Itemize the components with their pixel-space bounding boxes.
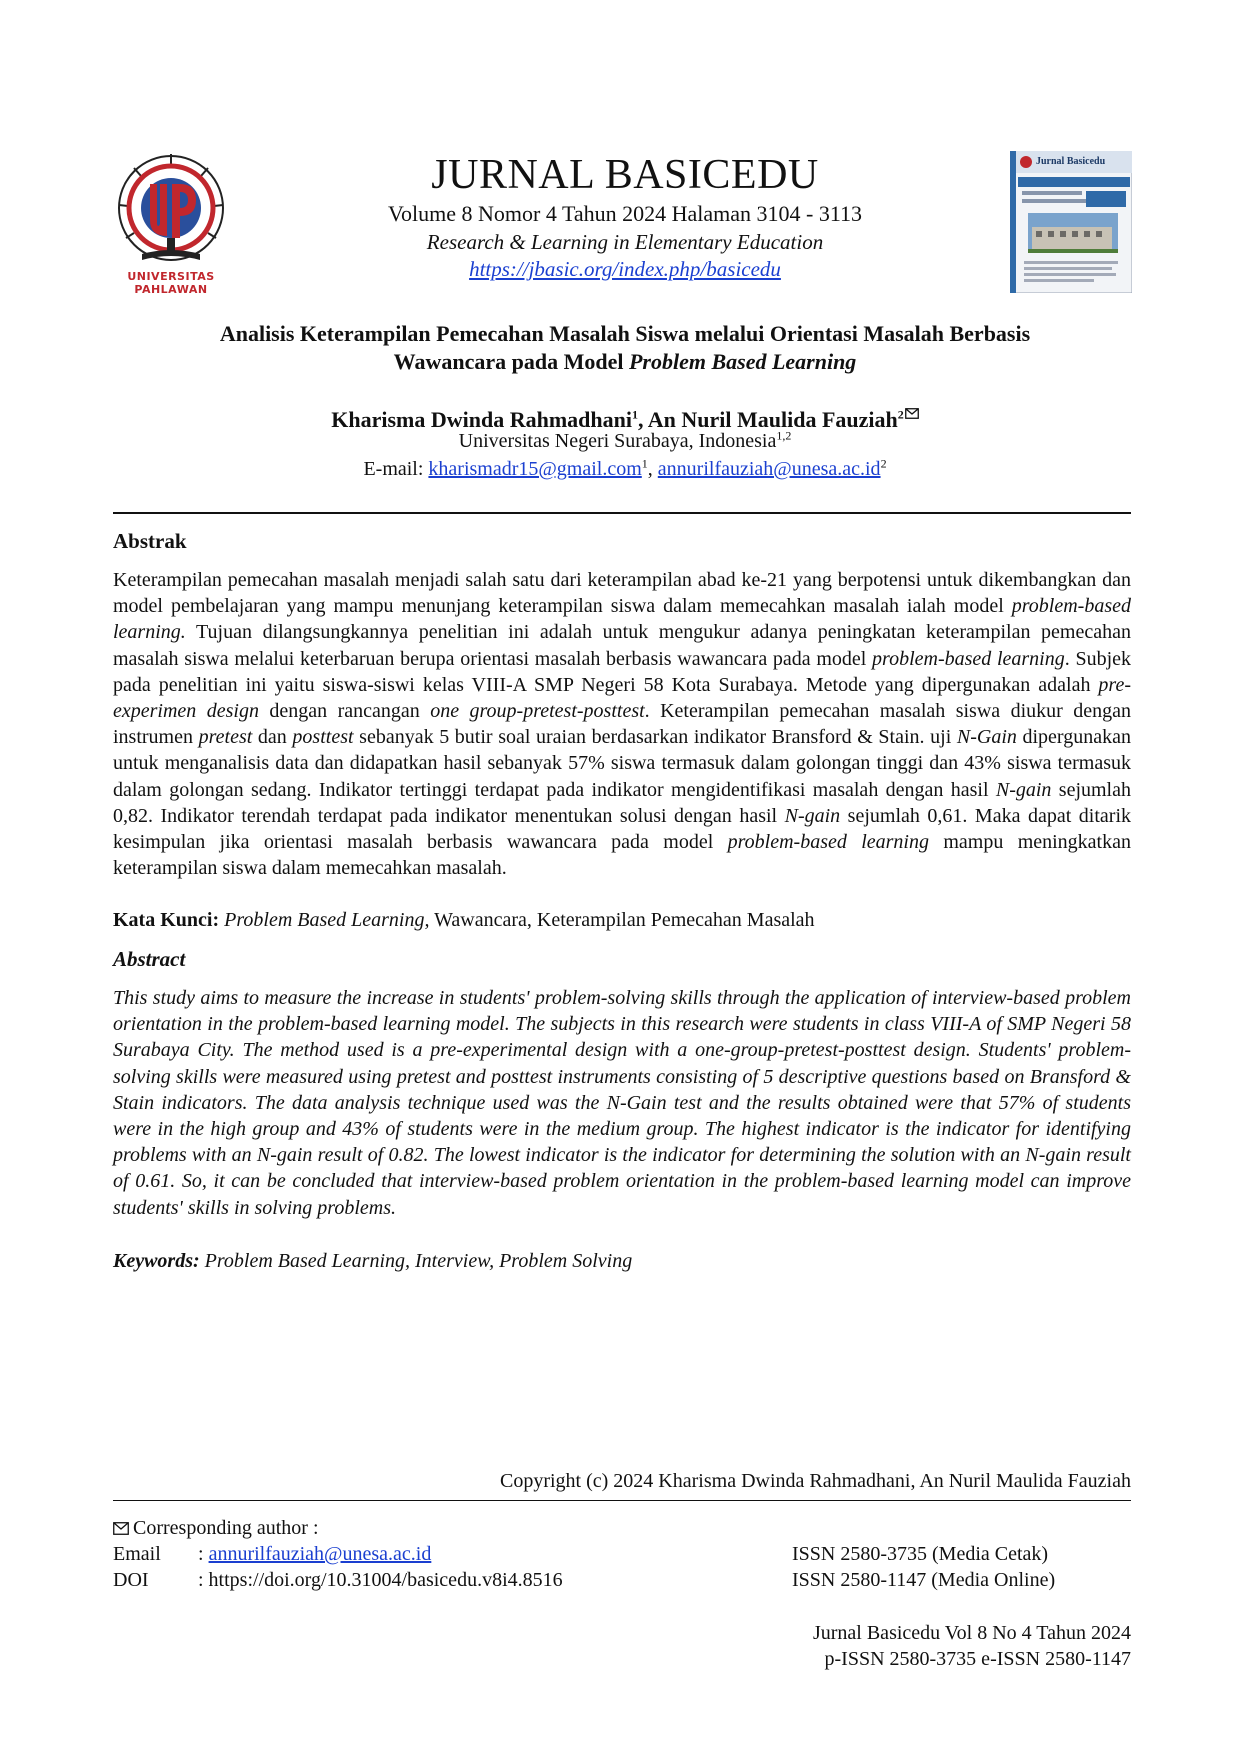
title-line-2: Wawancara pada Model Problem Based Learning [393,349,857,374]
journal-cover-thumbnail [1010,151,1132,293]
journal-name: JURNAL BASICEDU [431,152,819,198]
footer-divider [113,1500,1131,1501]
header-divider [113,512,1131,514]
envelope-icon [113,1516,129,1542]
university-logo [112,150,230,300]
issn-online: ISSN 2580-1147 (Media Online) [792,1569,1056,1591]
volume-info: Volume 8 Nomor 4 Tahun 2024 Halaman 3104 - 3113 [387,201,863,226]
journal-subtitle: Research & Learning in Elementary Education [426,230,824,254]
email-link-1[interactable]: kharismadr15@gmail.com [428,458,642,480]
abstract-body: This study aims to measure the increase in students' problem-solving skills through the application of interview-based problem orientation in the problem-based learning model. The subjects in this research were students in class VIII-A of SMP Negeri 58 Surabaya City. The method used is a pre-experimental design with a one-group-pretest-posttest design. Students' problem-solving skills were measured using pretest and posttest instruments consisting of 5 descriptive questions based on Bransford & Stain indicators. The data analysis technique used was the N-Gain test and the results obtained were that 57% of students were in the high group and 43% of students were in the medium group. The highest indicator is the indicator for identifying problems with an N-gain result of 0.82. The lowest indicator is the indicator for determining the solution with an N-gain result of 0.61. So, it can be concluded that interview-based problem orientation in the problem-based learning model can improve students' skills in solving problems. [113,987,1131,1219]
doi-row: DOI : https://doi.org/10.31004/basicedu.v8i4.8516 [113,1569,563,1591]
email-line: E-mail: kharismadr15@gmail.com$^1$, $annurilfauziah@unesa.ac.id^2$ [363,456,887,480]
author-1: Kharisma Dwinda Rahmadhani [331,407,632,432]
doi-value: : https://doi.org/10.31004/basicedu.v8i4.8516 [198,1569,563,1591]
corresponding-email-link[interactable]: annurilfauziah@unesa.ac.id [208,1543,432,1565]
authors-line: Kharisma Dwinda Rahmadhani$^1$, An Nuril Maulida Fauziah$^2$ [120,398,1130,434]
journal-url-link[interactable]: https://jbasic.org/index.php/basicedu [469,257,781,281]
abstract-heading: Abstract [113,947,186,971]
abstrak-heading: Abstrak [113,529,187,553]
university-logo-text: UNIVERSITAS PAHLAWAN [127,270,215,296]
kata-kunci: Kata Kunci: Problem Based Learning, Wawancara, Keterampilan Pemecahan Masalah [113,909,815,931]
cover-title: Jurnal Basicedu [1036,156,1106,167]
title-line-1: Analisis Keterampilan Pemecahan Masalah Siswa melalui Orientasi Masalah Berbasis [219,321,1031,346]
journal-masthead [300,150,950,282]
issn-print: ISSN 2580-3735 (Media Cetak) [792,1543,1049,1565]
corresponding-email-row: Email : annurilfauziah@unesa.ac.id [113,1543,432,1565]
journal-issn-line: p-ISSN 2580-3735 e-ISSN 2580-1147 [824,1648,1131,1670]
email-link-2[interactable]: annurilfauziah@unesa.ac.id [657,458,881,480]
keywords: Keywords: Problem Based Learning, Interview, Problem Solving [113,1250,633,1272]
author-2: An Nuril Maulida Fauziah [647,407,898,432]
affiliation: Universitas Negeri Surabaya, Indonesia$^{1,2}$ [458,428,792,452]
title-italic: Problem Based Learning [628,349,857,374]
article-title [120,320,1130,376]
journal-cover-graphic [1010,151,1132,293]
journal-footer-line: Jurnal Basicedu Vol 8 No 4 Tahun 2024 [812,1622,1131,1644]
abstrak-body: Keterampilan pemecahan masalah menjadi salah satu dari keterampilan abad ke-21 yang berpotensi untuk dikembangkan dan model pembelajaran yang mampu menunjang keterampilan siswa dalam memecahkan masalah ialah model problem-based learning. Tujuan dilangsungkannya penelitian ini adalah untuk mengukur adanya peningkatan keterampilan pemecahan masalah siswa melalui keterbaruan berupa orientasi masalah berbasis wawancara pada model problem-based learning. Subjek pada penelitian ini yaitu siswa-siswi kelas VIII-A SMP Negeri 58 Kota Surabaya. Metode yang dipergunakan adalah pre-experimen design dengan rancangan one group-pretest-posttest. Keterampilan pemecahan masalah siswa diukur dengan instrumen pretest dan posttest sebanyak 5 butir soal uraian berdasarkan indikator Bransford & Stain. uji N-Gain dipergunakan untuk menganalisis data dan didapatkan hasil sebanyak 57% siswa termasuk dalam golongan tinggi dan 43% siswa termasuk dalam golongan sedang. Indikator tertinggi terdapat pada indikator mengidentifikasi masalah dengan hasil N-gain sejumlah 0,82. Indikator terendah terdapat pada indikator menentukan solusi dengan hasil N-gain sejumlah 0,61. Maka dapat ditarik kesimpulan jika orientasi masalah berbasis wawancara pada model problem-based learning mampu meningkatkan keterampilan siswa dalam memecahkan masalah. [113,569,1132,880]
envelope-icon [905,398,919,426]
corresponding-author: Corresponding author : [113,1515,319,1542]
copyright-notice: Copyright (c) 2024 Kharisma Dwinda Rahmadhani, An Nuril Maulida Fauziah [500,1470,1131,1492]
